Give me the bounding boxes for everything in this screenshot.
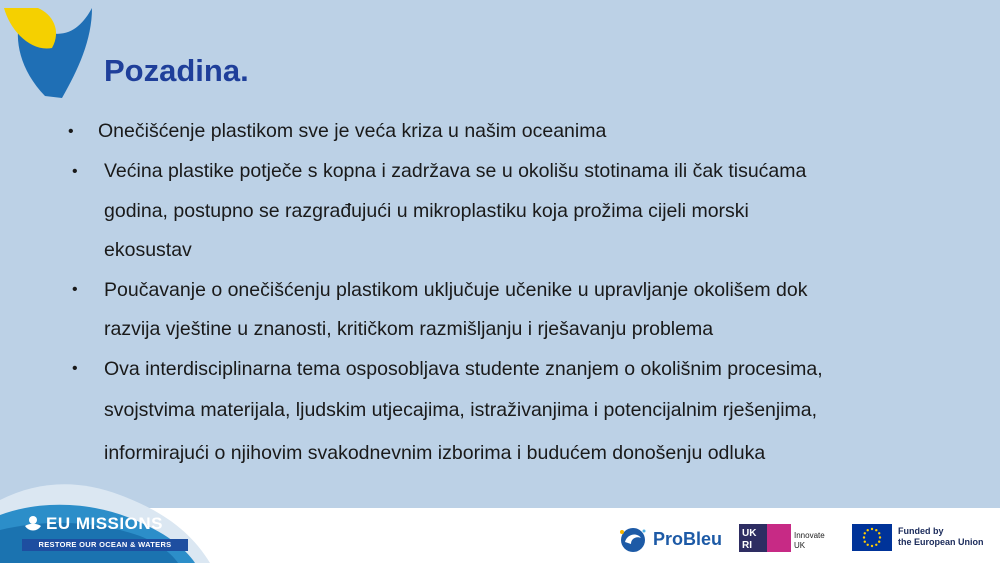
innovate-uk-label — [794, 531, 825, 551]
svg-text:UK: UK — [742, 528, 757, 539]
bullet-text-cont: razvija vještine u znanosti, kritičkom razmišljanju i rješavanju problema — [104, 318, 714, 340]
bullet-marker: • — [72, 360, 78, 377]
bullet-text-cont: godina, postupno se razgrađujući u mikroplastiku koja prožima cijeli morski — [104, 200, 749, 222]
bullet-text: Ova interdisciplinarna tema osposobljava studente znanjem o okolišnim procesima, — [104, 358, 823, 380]
svg-text:RI: RI — [742, 540, 752, 551]
eu-funded-label — [898, 526, 984, 548]
innovate-label: Innovate — [794, 531, 825, 540]
bullet-text: Većina plastike potječe s kopna i zadržava se u okolišu stotinama ili čak tisućama — [104, 160, 807, 182]
probleu-text: ProBleu — [653, 529, 723, 549]
bullet-text-cont: ekosustav — [104, 239, 192, 261]
bullet-text-cont: informirajući o njihovim svakodnevnim izborima i budućem donošenju odluka — [104, 442, 766, 464]
eu-missions-subtitle: RESTORE OUR OCEAN & WATERS — [22, 539, 188, 551]
mission-drop-icon — [24, 514, 42, 534]
probleu-logo — [617, 526, 723, 554]
slide-title: Pozadina. — [104, 53, 249, 88]
funded-by-text: Funded by — [898, 526, 944, 536]
probleu-swirl-icon — [617, 526, 649, 554]
bullet-marker: • — [68, 123, 74, 140]
bullet-text: Poučavanje o onečišćenju plastikom uključuje učenike u upravljanje okolišem dok — [104, 279, 808, 301]
eu-missions-logo — [22, 512, 192, 552]
bullet-marker: • — [72, 163, 78, 180]
bullet-text-cont: svojstvima materijala, ljudskim utjecajima, istraživanjima i potencijalnim rješenjima, — [104, 399, 818, 421]
mission-logo-icon — [0, 0, 100, 100]
eu-flag-icon — [852, 524, 892, 551]
ukri-logo-icon — [739, 524, 791, 552]
european-union-text: the European Union — [898, 537, 984, 547]
bullet-marker: • — [72, 281, 78, 298]
bullet-text: Onečišćenje plastikom sve je veća kriza u našim oceanima — [98, 120, 607, 142]
uk-label: UK — [794, 541, 806, 550]
eu-missions-title: EU MISSIONS — [46, 514, 163, 533]
